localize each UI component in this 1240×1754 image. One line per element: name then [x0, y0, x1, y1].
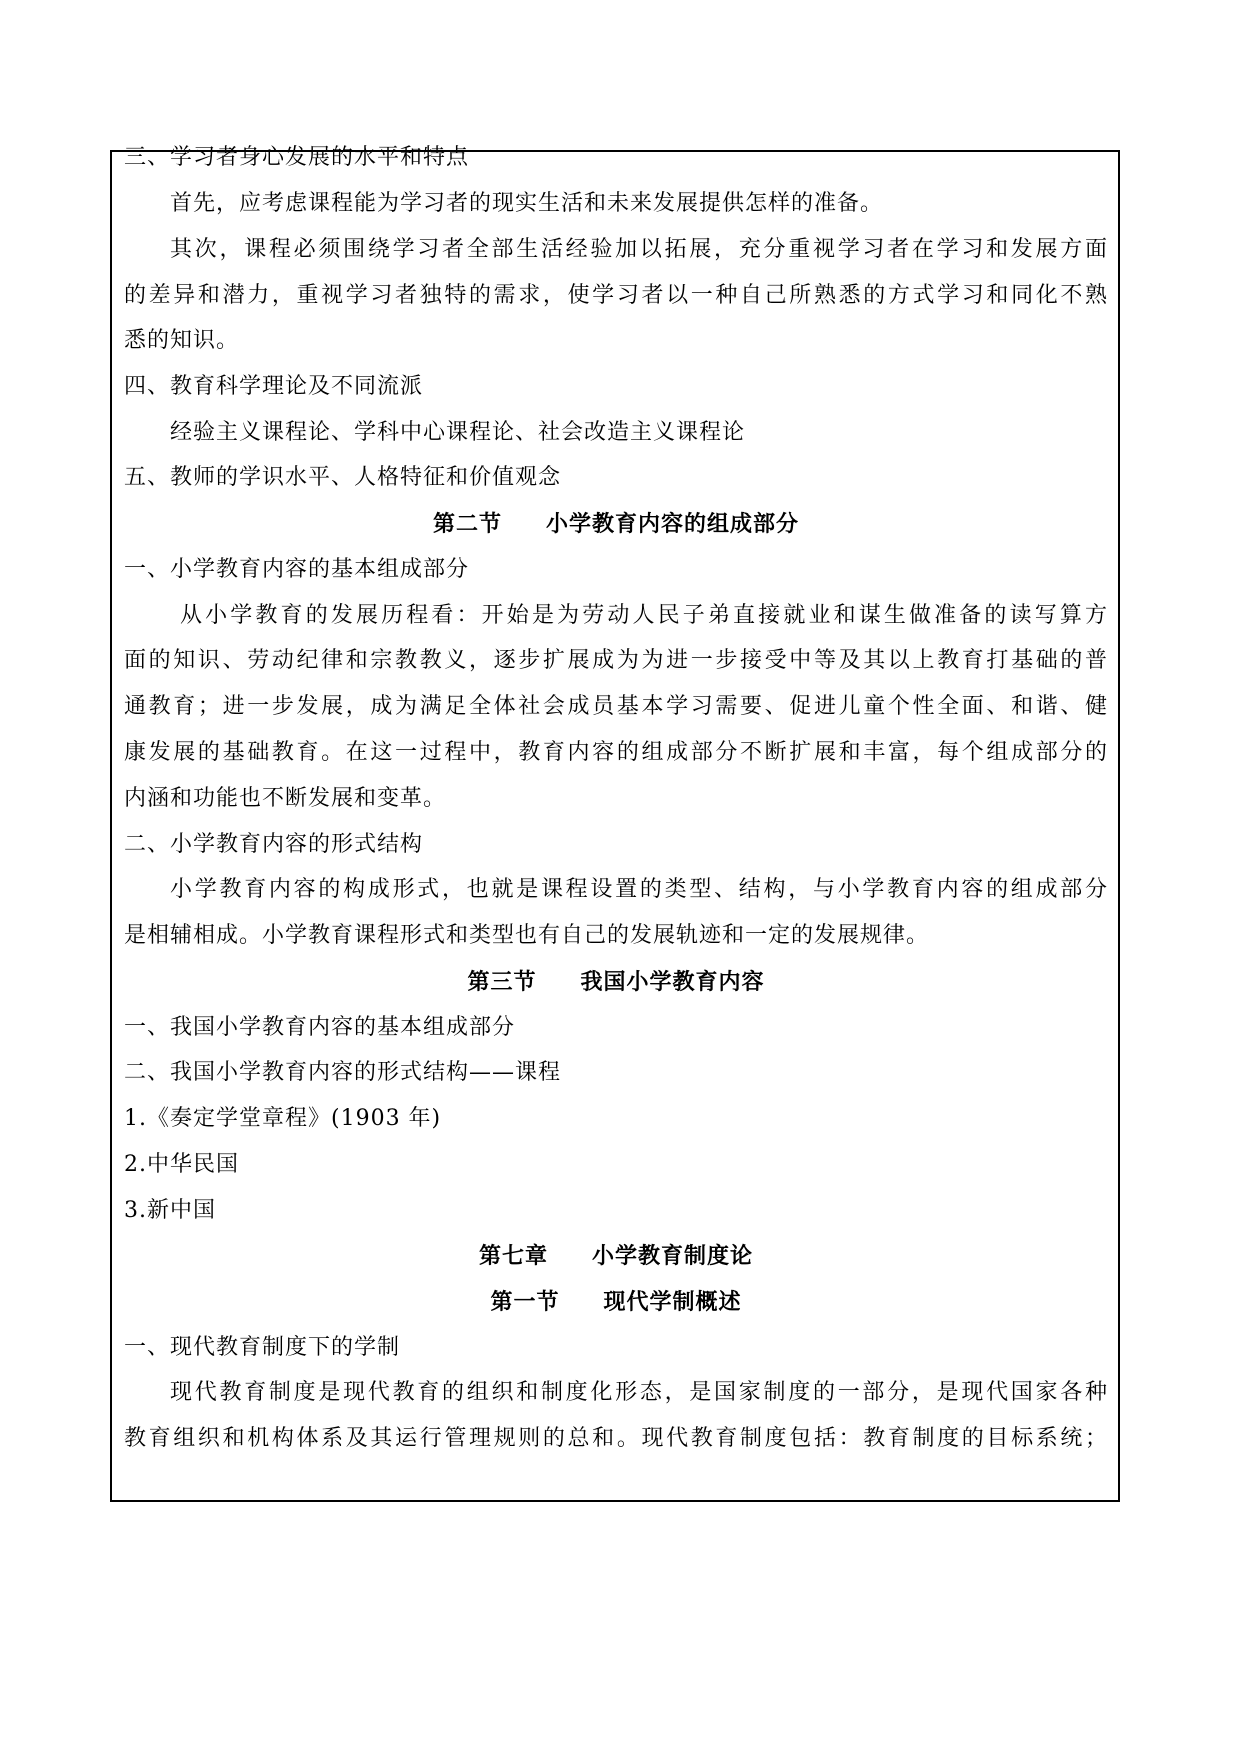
section-title-text: 我国小学教育内容	[580, 969, 765, 995]
paragraph-line: 通教育；进一步发展，成为满足全体社会成员基本学习需要、促进儿童个性全面、和谐、健	[124, 694, 1108, 719]
paragraph-line: 教育组织和机构体系及其运行管理规则的总和。现代教育制度包括：教育制度的目标系统；	[124, 1426, 1108, 1451]
chapter-number: 第七章	[478, 1243, 548, 1269]
paragraph-line: 从小学教育的发展历程看：开始是为劳动人民子弟直接就业和谋生做准备的读写算方	[180, 603, 1108, 628]
paragraph-line: 面的知识、劳动纪律和宗教教义，逐步扩展成为为进一步接受中等及其以上教育打基础的普	[124, 648, 1108, 673]
paragraph-line: 小学教育内容的构成形式，也就是课程设置的类型、结构，与小学教育内容的组成部分	[170, 877, 1108, 902]
paragraph-line: 经验主义课程论、学科中心课程论、社会改造主义课程论	[170, 420, 746, 445]
paragraph-line: 首先，应考虑课程能为学习者的现实生活和未来发展提供怎样的准备。	[170, 191, 884, 216]
section-heading-3: 三、学习者身心发展的水平和特点	[124, 145, 470, 170]
section-heading-4: 四、教育科学理论及不同流派	[124, 374, 424, 399]
section-heading-5: 五、教师的学识水平、人格特征和价值观念	[124, 465, 562, 490]
subheading-1: 一、小学教育内容的基本组成部分	[124, 557, 470, 582]
list-item: 2.中华民国	[124, 1152, 239, 1177]
paragraph-line: 现代教育制度是现代教育的组织和制度化形态，是国家制度的一部分，是现代国家各种	[170, 1380, 1108, 1405]
section-title-2	[124, 509, 1108, 539]
paragraph-line: 内涵和功能也不断发展和变革。	[124, 786, 447, 811]
section-number: 第一节	[490, 1289, 560, 1315]
chapter-title-text: 小学教育制度论	[592, 1243, 754, 1269]
subheading-2: 二、小学教育内容的形式结构	[124, 832, 424, 857]
section-title-3	[124, 967, 1108, 997]
paragraph-line: 的差异和潜力，重视学习者独特的需求，使学习者以一种自己所熟悉的方式学习和同化不熟	[124, 283, 1108, 308]
list-item: 3.新中国	[124, 1198, 216, 1223]
section-title-1	[124, 1287, 1108, 1317]
subheading-1: 一、我国小学教育内容的基本组成部分	[124, 1015, 516, 1040]
paragraph-line: 康发展的基础教育。在这一过程中，教育内容的组成部分不断扩展和丰富，每个组成部分的	[124, 740, 1108, 765]
paragraph-line: 其次，课程必须围绕学习者全部生活经验加以拓展，充分重视学习者在学习和发展方面	[170, 237, 1108, 262]
section-number: 第三节	[467, 969, 537, 995]
subheading-2: 二、我国小学教育内容的形式结构——课程	[124, 1060, 562, 1085]
list-item: 1.《奏定学堂章程》(1903 年)	[124, 1106, 442, 1131]
section-number: 第二节	[432, 511, 502, 537]
subheading-1: 一、现代教育制度下的学制	[124, 1335, 401, 1360]
chapter-title	[124, 1241, 1108, 1271]
section-title-text: 现代学制概述	[603, 1289, 742, 1315]
paragraph-line: 悉的知识。	[124, 328, 240, 353]
section-title-text: 小学教育内容的组成部分	[546, 511, 800, 537]
paragraph-line: 是相辅相成。小学教育课程形式和类型也有自己的发展轨迹和一定的发展规律。	[124, 923, 930, 948]
